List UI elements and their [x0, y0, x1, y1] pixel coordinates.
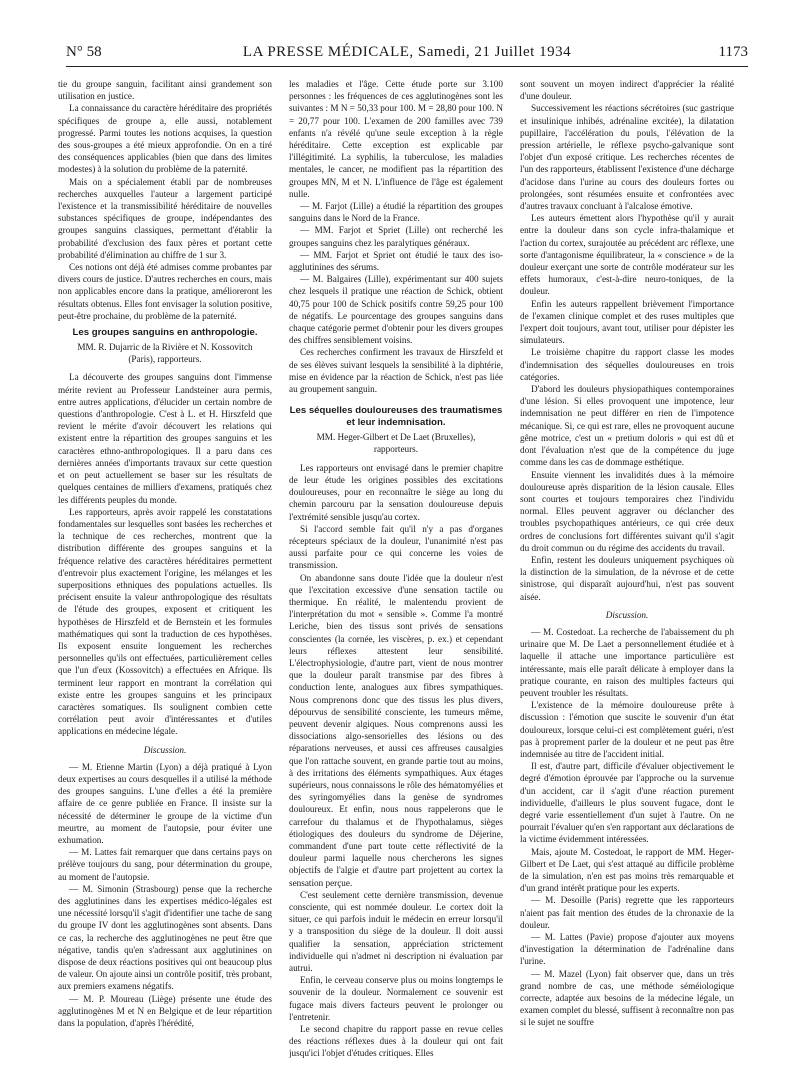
paragraph: D'abord les douleurs physiopathiques contemporaines d'une lésion. Si elles provoquent une impotence, leur indemnisation ne peut différer en rien de l'impotence mécanique. Si, ce qui est rare, elles ne provoquent aucune gêne motrice, c'est un « pretium doloris » qui est dû et dont l'évaluation n'est que de la compétence du juge comme dans les cas de dommage esthétique. — [520, 384, 734, 468]
journal-title: LA PRESSE MÉDICALE, Samedi, 21 Juillet 1934 — [242, 44, 572, 60]
column-1 — [58, 78, 272, 1074]
section-byline-role: rapporteurs. — [373, 444, 419, 455]
section-byline-role: (Paris), rapporteurs. — [128, 354, 202, 365]
column-2 — [289, 78, 503, 1074]
paragraph: Les rapporteurs, après avoir rappelé les constatations fondamentales sur lesquelles sont basées les recherches et la technique de ces recherches, montrent que la distribution différente des groupes sanguins et la fréquence relative des caractères héréditaires permettent d'entrevoir plus exactement l'origine, les mélanges et les superpositions ethniques des populations actuelles. Ils précisent ensuite la valeur anthropologique des résultats de l'étude des groupes, exposent et critiquent les hypothèses de Hirszfeld et de Bernstein et les formules mathématiques qui sont la traduction de ces hypothèses. Ils exposent ensuite longuement les recherches personnelles qu'ils ont effectuées, particulièrement celles que l'un d'eux (Kossovitch) a effectuées en Afrique. Ils terminent leur rapport en montrant la corrélation qui existe entre les groupes sanguins et les principaux caractères somatiques. Ils soulignent combien cette corrélation peut avoir d'intéressantes et d'utiles applications en médecine légale. — [58, 506, 272, 737]
discussion-paragraph: — M. Etienne Martin (Lyon) a déjà pratiqué à Lyon deux expertises au cours desquelles il a utilisé la méthode des groupes sanguins. L'une d'elles a été la première affaire de ce genre publiée en France. Il insiste sur la nécessité de déterminer le groupe de la victime d'un meurtre, au moment de l'autopsie, pour éviter une exhumation. — [58, 761, 272, 845]
section-heading: Les groupes sanguins en anthropologie. — [72, 327, 258, 339]
paragraph: Enfin, restent les douleurs uniquement psychiques où la distinction de la simulation, de la névrose et de cette sinistrose, qui disparaît aujourd'hui, n'est pas souvent aisée. — [520, 554, 734, 602]
paragraph: Le troisième chapitre du rapport classe les modes d'indemnisation des séquelles douloureuses en trois catégories. — [520, 347, 734, 382]
discussion-paragraph: — M. Costedoat. La recherche de l'abaissement du ph urinaire que M. De Laet a personnellement étudiée et à laquelle il attache une importance particulière est intéressante, mais elle paraît délicate à employer dans la pratique courante, en raison des multiples facteurs qui peuvent troubler les résultats. — [520, 626, 734, 698]
discussion-heading: Discussion. — [605, 609, 649, 620]
column-3 — [520, 78, 734, 1074]
paragraph: les maladies et l'âge. Cette étude porte sur 3.100 personnes : les fréquences de ces agglutinogènes sont les suivantes : M N = 50,33 pour 100. M = 28,80 pour 100. N = 20,77 pour 100. L'examen de 200 familles avec 739 enfants n'a révélé qu'une seule exception à la règle héréditaire. Cette exception est explicable par l'illégitimité. La syphilis, la tuberculose, les maladies mentales, le cancer, ne modifient pas la répartition des groupes MN, M et N. L'influence de l'âge est également nulle. — [289, 79, 503, 199]
section-heading: Les séquelles douloureuses des traumatismes et leur indemnisation. — [289, 405, 503, 429]
paragraph: Le second chapitre du rapport passe en revue celles des réactions réflexes dues à la douleur qui ont fait jusqu'ici l'objet d'études critiques. Elles — [289, 1024, 503, 1059]
discussion-paragraph: — M. Lattes (Pavie) propose d'ajouter aux moyens d'investigation la détermination de l'adrénaline dans l'urine. — [520, 932, 734, 967]
discussion-paragraph: — M. Desoille (Paris) regrette que les rapporteurs n'aient pas fait mention des études de la chronaxie de la douleur. — [520, 895, 734, 930]
paragraph: Si l'accord semble fait qu'il n'y a pas d'organes récepteurs spéciaux de la douleur, l'unanimité n'est pas aussi parfaite pour ce qui concerne les voies de transmission. — [289, 523, 503, 571]
paragraph: C'est seulement cette dernière transmission, devenue consciente, qui est nommée douleur. Le cortex doit la situer, ce qui parfois induit le médecin en erreur lorsqu'il y a transposition du siège de la douleur. Il doit aussi qualifier la sensation, appréciation strictement individuelle qui n'admet ni description ni évaluation par autrui. — [289, 889, 503, 974]
discussion-paragraph: — M. Mazel (Lyon) fait observer que, dans un très grand nombre de cas, une méthode séméiologique correcte, adaptée aux besoins de la médecine légale, un examen complet du blessé, suffisent à reconnaître non pas si le sujet ne souffre — [520, 968, 734, 1028]
discussion-paragraph: — M. P. Moureau (Liège) présente une étude des agglutinogènes M et N en Belgique et de leur répartition dans la population, d'après l'hérédité, — [58, 993, 272, 1029]
paragraph: La connaissance du caractère héréditaire des propriétés spécifiques de groupe a, elle aussi, notablement progressé. Parmi toutes les notions acquises, la question des sous-groupes a été mieux approfondie. On en a tiré des conséquences applicables (bien que dans des limites modestes) à la solution du problème de la paternité. — [58, 103, 272, 175]
paragraph: Les auteurs émettent alors l'hypothèse qu'il y aurait entre la douleur dans son cycle infra-thalamique et l'action du cortex, surajoutée au précédent arc réflexe, une sorte d'antagonisme équilibrateur, la « conscience » de la douleur exerçant une sorte de contrôle modérateur sur les effets humoraux, c'est-à-dire neuro-toniques, de la douleur. — [520, 213, 734, 297]
discussion-paragraph: — M. Lattes fait remarquer que dans certains pays on prélève toujours du sang, pour détermination du groupe, au moment de l'autopsie. — [58, 847, 272, 882]
paragraph: Les rapporteurs ont envisagé dans le premier chapitre de leur étude les origines possibles des excitations douloureuses, pour en reconnaître le siège au long du chemin parcouru par la sensation douloureuse depuis l'extrémité sensible jusqu'au cortex. — [289, 462, 503, 522]
paragraph: sont souvent un moyen indirect d'apprécier la réalité d'une douleur. — [520, 79, 734, 102]
paragraph: La découverte des groupes sanguins dont l'immense mérite revient au Professeur Landsteiner aura permis, entre autres applications, d'élucider un certain nombre de questions d'anthropologie. C'est à L. et H. Hirszfeld que revient le mérite d'avoir découvert les relations qui existent entre la répartition des groupes sanguins et les caractères ethno-anthropologiques. Il a paru dans ces dernières années d'importants travaux sur cette question et on peut actuellement se baser sur les résultats de quelques centaines de milliers d'examens, pratiqués chez les différents peuples du monde. — [58, 372, 272, 505]
discussion-heading: Discussion. — [143, 744, 187, 755]
discussion-paragraph: Mais, ajoute M. Costedoat, le rapport de MM. Heger-Gilbert et De Laet, qui s'est attaqué au difficile problème de la simulation, n'en est pas moins très remarquable et d'un grand intérêt pratique pour les experts. — [520, 846, 734, 894]
paragraph: — MM. Farjot et Spriet (Lille) ont recherché les groupes sanguins chez les paralytiques généraux. — [289, 225, 503, 248]
discussion-paragraph: — M. Simonin (Strasbourg) pense que la recherche des agglutinines dans les expertises médico-légales est une nécessité lorsqu'il s'agit d'identifier une tache de sang du groupe IV dont les agglutinogènes sont absents. Dans ce cas, la recherche des agglutinogènes ne peut être que négative, tandis qu'en s'adressant aux agglutinines on dispose de deux réactions positives qui ont beaucoup plus de valeur. On ajoute ainsi un contrôle positif, très probant, aux premiers examens négatifs. — [58, 883, 272, 992]
section-byline: MM. Heger-Gilbert et De Laet (Bruxelles), — [316, 432, 476, 443]
discussion-paragraph: Il est, d'autre part, difficile d'évaluer objectivement le degré d'émotion éprouvée par l'approche ou la survenue d'un accident, car il s'agit d'une réaction purement individuelle, d'ailleurs le plus souvent fugace, dont le degré varie essentiellement d'un sujet à l'autre. On ne pourrait l'évaluer qu'en s'en rapportant aux déclarations de la victime évidemment intéressées. — [520, 761, 734, 845]
paragraph: — M. Balgaires (Lille), expérimentant sur 400 sujets chez lesquels il pratique une réaction de Schick, obtient 40,75 pour 100 de Schick positifs contre 59,25 pour 100 de négatifs. Le pourcentage des groupes sanguins dans chaque catégorie permet d'obtenir pour les divers groupes des chiffres sensiblement voisins. — [289, 274, 503, 346]
paragraph: tie du groupe sanguin, facilitant ainsi grandement son utilisation en justice. — [58, 79, 272, 102]
paragraph: Enfin les auteurs rappellent brièvement l'importance de l'examen clinique complet et des ruses multiples que l'expert doit toujours, avant tout, utiliser pour dépister les simulateurs. — [520, 298, 734, 346]
paragraph: Mais on a spécialement établi par de nombreuses recherches auxquelles l'auteur a largement participé l'existence et la transmissibilité héréditaire de nouvelles substances spécifiques de groupe, indépendantes des groupes sanguins classiques, permettant d'établir la probabilité d'exclusion des faux pères et portant cette probabilité d'élimination au chiffre de 1 sur 3. — [58, 176, 272, 260]
running-header — [66, 40, 748, 67]
paragraph: On abandonne sans doute l'idée que la douleur n'est que l'excitation excessive d'une sensation tactile ou thermique. En réalité, le malentendu provient de l'interprétation du mot « sensible ». Comme l'a montré Leriche, bien des tissus sont privés de sensations conscientes (la cornée, les viscères, p. ex.) et cependant leurs réflexes attestent leur sensibilité. L'électrophysiologie, d'autre part, vient de nous montrer que la douleur paraît transmise par des fibres à conduction lente, analogues aux fibres sympathiques. Nous comprenons donc que des tissus les plus divers, dépourvus de sensibilité consciente, les tumeurs même, peuvent devenir algiques. Nous comprenons aussi les dissociations algo-sensorielles des lésions ou des réparations nerveuses, et aussi ces affreuses causalgies que l'on rattache souvent, en grande partie tout au moins, à des irritations des éléments sympathiques. Aux étages supérieurs, nous connaissons le rôle des hématomyélies et des syringomyélies dans la genèse de syndromes douloureux. Et enfin, nous nous rappelerons que le carrefour du thalamus et de l'hypothalamus, sièges étiologiques des douleurs du syndrome de Déjerine, commandent d'une part toute cette réflectivité de la douleur parmi laquelle nous chercherons les signes objectifs de l'algie et d'autre part projettent au cortex la sensation perçue. — [289, 572, 503, 888]
issue-number: N° 58 — [66, 44, 102, 60]
paragraph: — MM. Farjot et Spriet ont étudié le taux des iso-agglutinines des sérums. — [289, 249, 503, 273]
page-number: 1173 — [718, 44, 748, 60]
discussion-paragraph: L'existence de la mémoire douloureuse prête à discussion : l'émotion que suscite le souvenir d'un état douloureux, lorsque celui-ci est complètement guéri, n'est pas à proprement parler de la douleur et ne peut pas être indemnisée au titre de l'accident initial. — [520, 700, 734, 759]
paragraph: Ces recherches confirment les travaux de Hirszfeld et de ses élèves suivant lesquels la sensibilité à la diphtérie, mise en évidence par la réaction de Schick, n'est pas liée au groupement sanguin. — [289, 347, 503, 395]
paragraph: Ensuite viennent les invalidités dues à la mémoire douloureuse après disparition de la lésion causale. Elles sont courtes et toujours temporaires chez l'individu normal. Elles peuvent aggraver ou déclancher des troubles psychopathiques antérieurs, ce qui crée deux ordres de conclusions fort différentes suivant qu'il s'agit du droit commun ou du régime des accidents du travail. — [520, 469, 734, 553]
section-byline: MM. R. Dujarric de la Rivière et N. Kossovitch — [77, 342, 253, 353]
paragraph: Enfin, le cerveau conserve plus ou moins longtemps le souvenir de la douleur. Normalement ce souvenir est fugace mais divers facteurs peuvent le prolonger ou l'entretenir. — [289, 975, 503, 1022]
paragraph: — M. Farjot (Lille) a étudié la répartition des groupes sanguins dans le Nord de la France. — [289, 201, 503, 224]
paragraph: Successivement les réactions sécrétoires (suc gastrique et insulinique inhibés, adrénaline excitée), la dilatation pupillaire, l'accélération du pouls, l'élévation de la pression artérielle, le réflexe psycho-galvanique sont l'objet d'un exposé critique. Les recherches récentes de l'un des rapporteurs, établissent l'existence d'une décharge d'acidose dans l'urine au cours des douleurs fortes ou prolongées, sont résumées ensuite et confrontées avec d'autres travaux concluant à l'alcalose émotive. — [520, 103, 734, 212]
paragraph: Ces notions ont déjà été admises comme probantes par divers cours de justice. D'autres recherches en cours, mais non applicables encore dans la pratique, amélioreront les résultats obtenus. Elles font envisager la solution positive, peut-être prochaine, du problème de la paternité. — [58, 262, 272, 321]
